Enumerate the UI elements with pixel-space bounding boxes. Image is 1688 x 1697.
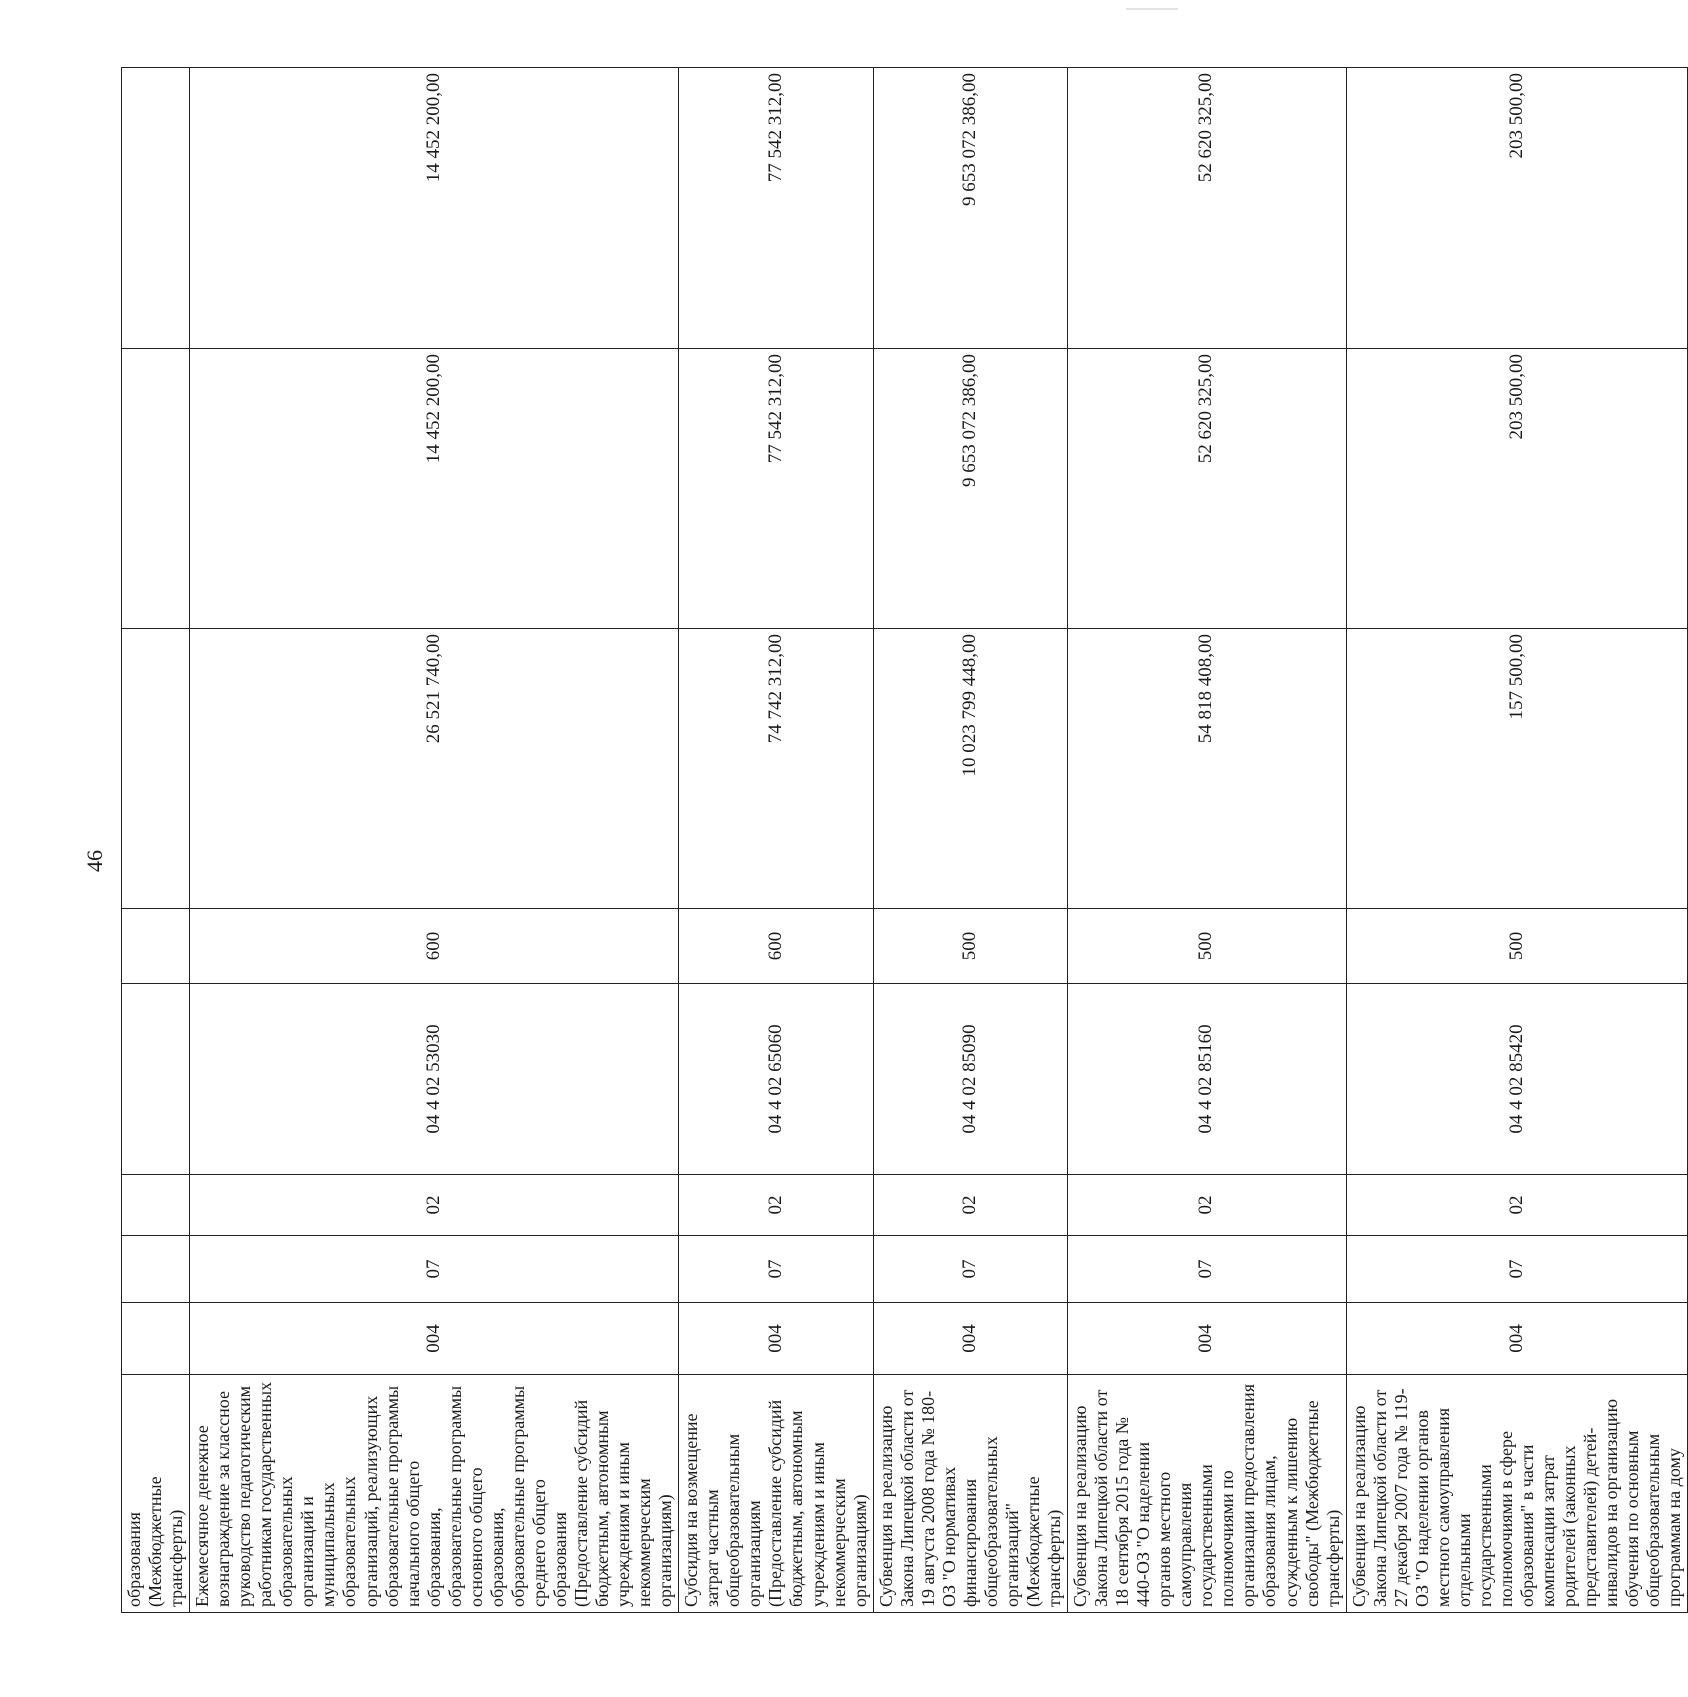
- amount-year-3-cell: 203 500,00: [1346, 68, 1688, 349]
- amount-year-2-cell: 203 500,00: [1346, 349, 1688, 629]
- amount-year-3-cell: [122, 68, 190, 349]
- amount-year-1-cell: 54 818 408,00: [1068, 629, 1347, 909]
- section-cell: [122, 1236, 190, 1303]
- admin-code-cell: 004: [190, 1303, 679, 1375]
- target-article-cell: 04 4 02 85090: [873, 984, 1067, 1175]
- section-cell: 07: [1068, 1236, 1347, 1303]
- section-cell: 07: [190, 1236, 679, 1303]
- expense-type-cell: [122, 909, 190, 984]
- row-name-cell: образования (Межбюджетные трансферты): [122, 1375, 190, 1613]
- amount-year-3-cell: 77 542 312,00: [679, 68, 873, 349]
- table-row: [873, 68, 1067, 1613]
- expense-type-cell: 500: [873, 909, 1067, 984]
- section-cell: 07: [873, 1236, 1067, 1303]
- subsection-cell: [122, 1175, 190, 1236]
- row-name-cell: Субвенция на реализацию Закона Липецкой области от 18 сентября 2015 года № 440-ОЗ "О наделении органов местного самоуправления государственными полномочиями по организации предоставления образования лицам, осужденным к лишению свободы" (Межбюджетные трансферты): [1068, 1375, 1347, 1613]
- expense-type-cell: 500: [1068, 909, 1347, 984]
- amount-year-2-cell: 52 620 325,00: [1068, 349, 1347, 629]
- table-row: [190, 68, 679, 1613]
- amount-year-1-cell: 26 521 740,00: [190, 629, 679, 909]
- expense-type-cell: 600: [679, 909, 873, 984]
- row-name-cell: Субвенция на реализацию Закона Липецкой области от 19 августа 2008 года № 180-ОЗ "О нормативах финансирования общеобразовательных организаций" (Межбюджетные трансферты): [873, 1375, 1067, 1613]
- section-cell: 07: [1346, 1236, 1688, 1303]
- row-name-cell: Субсидия на возмещение затрат частным общеобразовательным организациям (Предоставление субсидий бюджетным, автономным учреждениям и иным некоммерческим организациям): [679, 1375, 873, 1613]
- rotated-table-frame: [121, 68, 1685, 1613]
- target-article-cell: 04 4 02 85160: [1068, 984, 1347, 1175]
- amount-year-2-cell: [122, 349, 190, 629]
- table-row: [122, 68, 190, 1613]
- amount-year-1-cell: 10 023 799 448,00: [873, 629, 1067, 909]
- amount-year-3-cell: 14 452 200,00: [190, 68, 679, 349]
- subsection-cell: 02: [679, 1175, 873, 1236]
- amount-year-2-cell: 9 653 072 386,00: [873, 349, 1067, 629]
- admin-code-cell: 004: [873, 1303, 1067, 1375]
- amount-year-2-cell: 14 452 200,00: [190, 349, 679, 629]
- page-number: 46: [82, 850, 107, 872]
- target-article-cell: 04 4 02 85420: [1346, 984, 1688, 1175]
- amount-year-1-cell: [122, 629, 190, 909]
- target-article-cell: 04 4 02 65060: [679, 984, 873, 1175]
- amount-year-2-cell: 77 542 312,00: [679, 349, 873, 629]
- table-row: [1068, 68, 1347, 1613]
- expense-type-cell: 500: [1346, 909, 1688, 984]
- expense-type-cell: 600: [190, 909, 679, 984]
- subsection-cell: 02: [1068, 1175, 1347, 1236]
- subsection-cell: 02: [873, 1175, 1067, 1236]
- table-row: [1346, 68, 1688, 1613]
- subsection-cell: 02: [190, 1175, 679, 1236]
- admin-code-cell: [122, 1303, 190, 1375]
- budget-table: [121, 67, 1688, 1613]
- amount-year-3-cell: 52 620 325,00: [1068, 68, 1347, 349]
- admin-code-cell: 004: [679, 1303, 873, 1375]
- subsection-cell: 02: [1346, 1175, 1688, 1236]
- amount-year-1-cell: 74 742 312,00: [679, 629, 873, 909]
- row-name-cell: Субвенция на реализацию Закона Липецкой области от 27 декабря 2007 года № 119-ОЗ "О наделении органов местного самоуправления отдельными государственными полномочиями в сфере образования" в части компенсации затрат родителей (законных представителей) детей-инвалидов на организацию обучения по основным общеобразовательным программам на дому: [1346, 1375, 1688, 1613]
- section-cell: 07: [679, 1236, 873, 1303]
- row-name-cell: Ежемесячное денежное вознаграждение за классное руководство педагогическим работникам государственных образовательных организаций и муниципальных образовательных организаций, реализующих образовательные программы начального общего образования, образовательные программы основного общего образования, образовательные программы среднего общего образования (Предоставление субсидий бюджетным, автономным учреждениям и иным некоммерческим организациям): [190, 1375, 679, 1613]
- target-article-cell: 04 4 02 53030: [190, 984, 679, 1175]
- target-article-cell: [122, 984, 190, 1175]
- amount-year-3-cell: 9 653 072 386,00: [873, 68, 1067, 349]
- scan-artifact: [1126, 8, 1178, 10]
- table-row: [679, 68, 873, 1613]
- admin-code-cell: 004: [1346, 1303, 1688, 1375]
- admin-code-cell: 004: [1068, 1303, 1347, 1375]
- amount-year-1-cell: 157 500,00: [1346, 629, 1688, 909]
